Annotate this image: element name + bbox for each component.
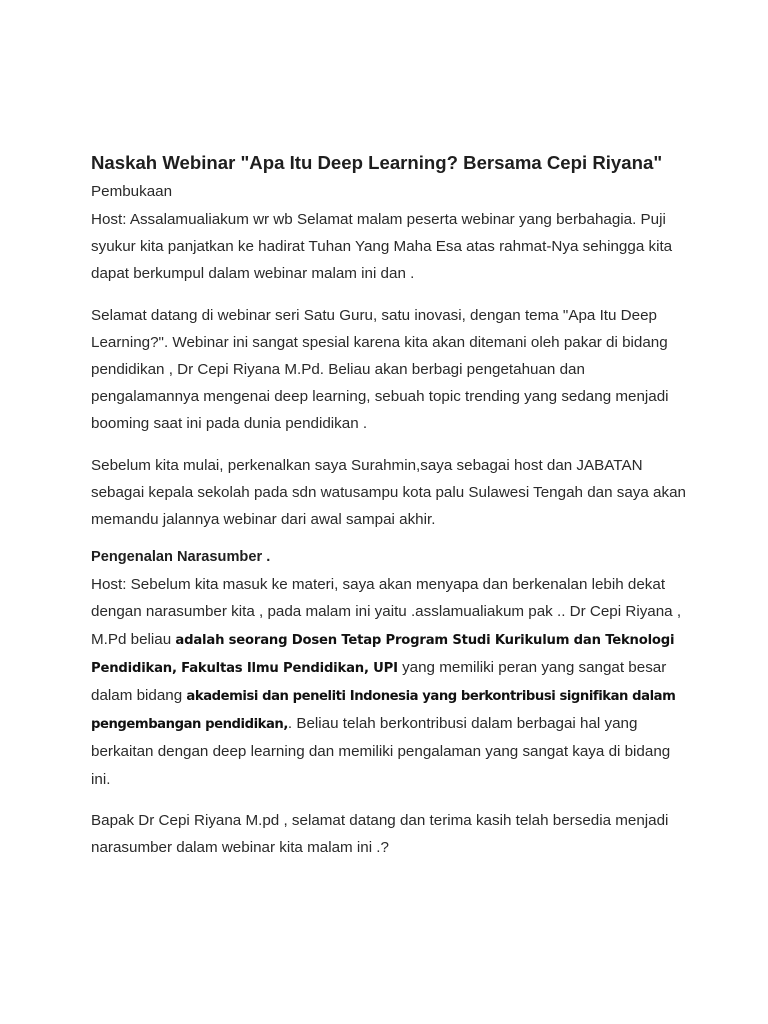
speaker-bold-affiliation: adalah seorang Dosen Tetap Program Studi Kurikulum dan Teknologi Pendidikan, Fakultas Ilmu Pendidikan, UPI (91, 632, 675, 676)
speaker-text-part-1: Host: Sebelum kita masuk ke materi, saya akan menyapa dan berkenalan lebih dekat dengan narasumber kita , pada malam ini yaitu .asslamualiakum pak .. Dr Cepi Riyana , M.Pd beliau (91, 576, 682, 648)
document-title: Naskah Webinar "Apa Itu Deep Learning? Bersama Cepi Riyana" (91, 152, 663, 173)
paragraph-host-greeting: Host: Assalamualiakum wr wb Selamat malam peserta webinar yang berbahagia. Puji syukur kita panjatkan ke hadirat Tuhan Yang Maha Esa atas rahmat-Nya sehingga kita dapat berkumpul dalam webinar malam ini dan . (91, 211, 673, 283)
opening-label: Pembukaan (91, 183, 173, 200)
speaker-intro-heading: Pengenalan Narasumber . (91, 549, 271, 566)
document-page (91, 150, 691, 861)
speaker-text-part-3: . Beliau telah berkontribusi dalam berbagai hal yang berkaitan dengan deep learning dan memiliki pengalaman yang sangat kaya di bidang ini. (91, 715, 671, 788)
speaker-text-part-2: yang memiliki peran yang sangat besar dalam bidang (91, 658, 667, 705)
paragraph-welcome: Selamat datang di webinar seri Satu Guru, satu inovasi, dengan tema "Apa Itu Deep Learning?". Webinar ini sangat spesial karena kita akan ditemani oleh pakar di bidang pendidikan , Dr Cepi Riyana M.Pd. Beliau akan berbagi pengetahuan dan pengalamannya mengenai deep learning, sebuah topic trending yang sedang menjadi booming saat ini pada dunia pendidikan . (91, 306, 669, 433)
paragraph-host-intro: Sebelum kita mulai, perkenalkan saya Surahmin,saya sebagai host dan JABATAN sebagai kepala sekolah pada sdn watusampu kota palu Sulawesi Tengah dan saya akan memandu jalannya webinar dari awal sampai akhir. (91, 456, 686, 529)
speaker-bold-contribution: akademisi dan peneliti Indonesia yang berkontribusi signifikan dalam pengembangan pendidikan, (91, 689, 676, 733)
paragraph-welcome-speaker: Bapak Dr Cepi Riyana M.pd , selamat datang dan terima kasih telah bersedia menjadi narasumber dalam webinar kita malam ini .? (91, 811, 669, 857)
paragraph-speaker-intro (91, 571, 691, 793)
